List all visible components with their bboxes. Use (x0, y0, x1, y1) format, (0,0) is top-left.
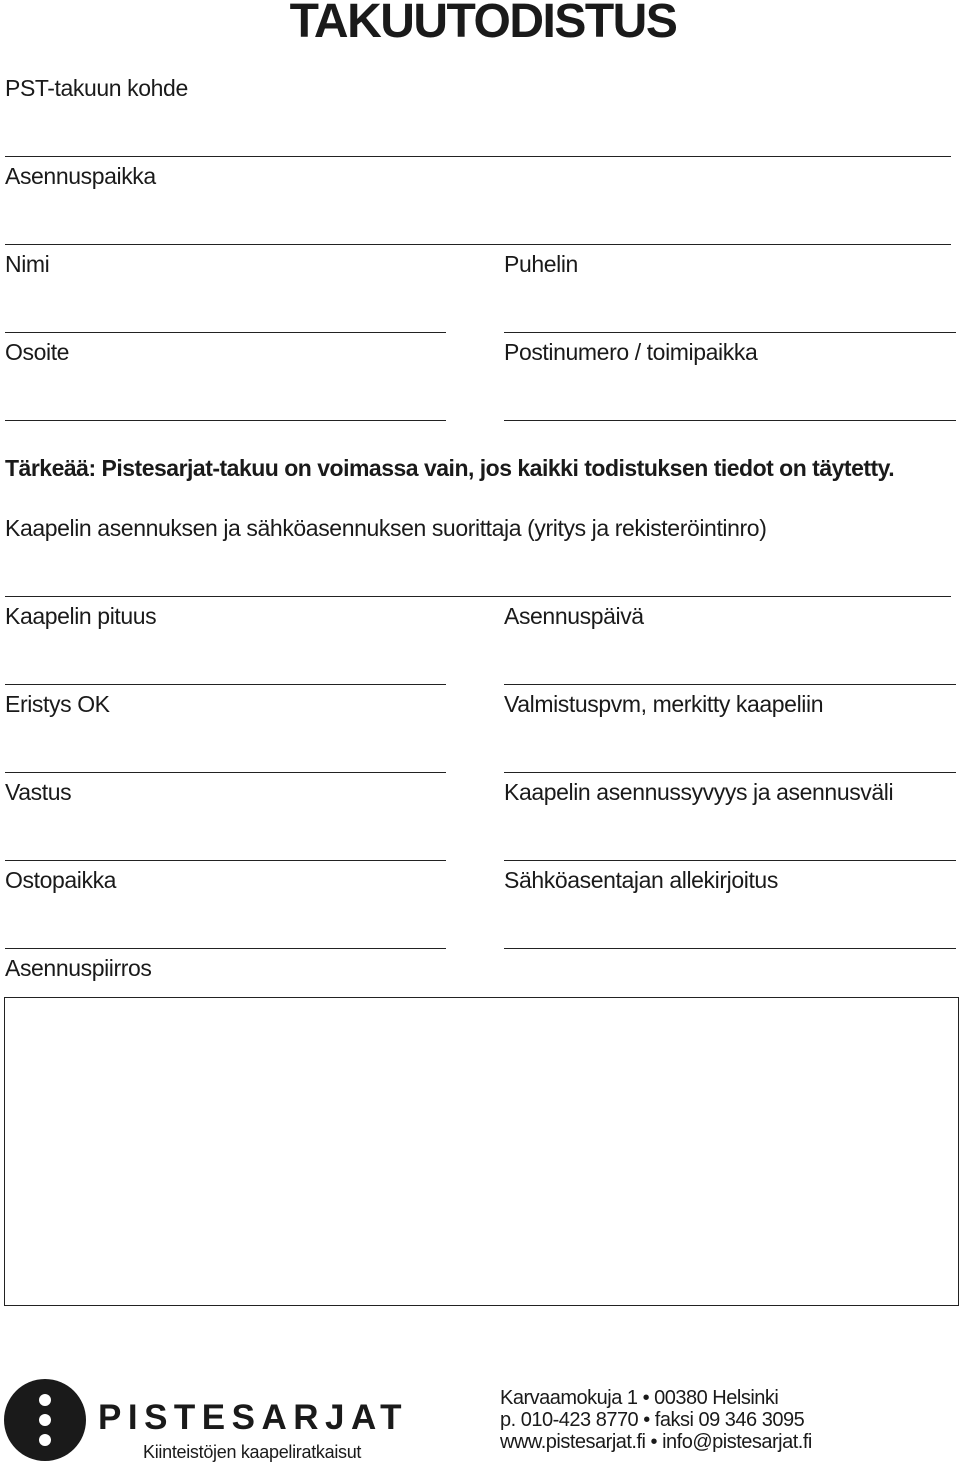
field-puhelin[interactable] (504, 332, 956, 333)
field-asennuspaikka[interactable] (5, 244, 951, 245)
field-nimi[interactable] (5, 332, 446, 333)
field-eristys[interactable] (5, 772, 446, 773)
field-syvyys[interactable] (504, 860, 956, 861)
label-osoite: Osoite (5, 339, 70, 365)
field-osoite[interactable] (5, 420, 446, 421)
brand-name: PISTESARJAT (98, 1398, 409, 1437)
label-kohde: PST-takuun kohde (5, 75, 188, 101)
label-vastus: Vastus (5, 779, 72, 805)
field-kohde[interactable] (5, 156, 951, 157)
label-asennuspaikka: Asennuspaikka (5, 163, 156, 189)
drawing-area[interactable] (4, 997, 959, 1306)
field-postinumero[interactable] (504, 420, 956, 421)
brand-tagline: Kiinteistöjen kaapeliratkaisut (143, 1442, 362, 1462)
label-pituus: Kaapelin pituus (5, 603, 157, 629)
label-piirros: Asennuspiirros (5, 955, 152, 981)
label-ostopaikka: Ostopaikka (5, 867, 117, 893)
field-ostopaikka[interactable] (5, 948, 446, 949)
important-notice: Tärkeää: Pistesarjat-takuu on voimassa vain, jos kaikki todistuksen tiedot on täytetty. (5, 455, 895, 481)
label-suorittaja: Kaapelin asennuksen ja sähköasennuksen suorittaja (yritys ja rekisteröintinro) (5, 515, 767, 541)
label-asennuspaiva: Asennuspäivä (504, 603, 644, 629)
page-title: TAKUUTODISTUS (289, 0, 677, 48)
contact-address: Karvaamokuja 1 • 00380 Helsinki (500, 1387, 779, 1409)
field-valmistuspvm[interactable] (504, 772, 956, 773)
label-nimi: Nimi (5, 251, 50, 277)
label-syvyys: Kaapelin asennussyvyys ja asennusväli (504, 779, 894, 805)
field-asennuspaiva[interactable] (504, 684, 956, 685)
field-suorittaja[interactable] (5, 596, 951, 597)
label-postinumero: Postinumero / toimipaikka (504, 339, 758, 365)
field-vastus[interactable] (5, 860, 446, 861)
contact-web: www.pistesarjat.fi • info@pistesarjat.fi (500, 1431, 812, 1453)
logo-icon (4, 1379, 86, 1461)
label-allekirjoitus: Sähköasentajan allekirjoitus (504, 867, 778, 893)
contact-phone: p. 010-423 8770 • faksi 09 346 3095 (500, 1409, 805, 1431)
label-puhelin: Puhelin (504, 251, 578, 277)
field-pituus[interactable] (5, 684, 446, 685)
label-valmistuspvm: Valmistuspvm, merkitty kaapeliin (504, 691, 824, 717)
label-eristys: Eristys OK (5, 691, 110, 717)
field-allekirjoitus[interactable] (504, 948, 956, 949)
